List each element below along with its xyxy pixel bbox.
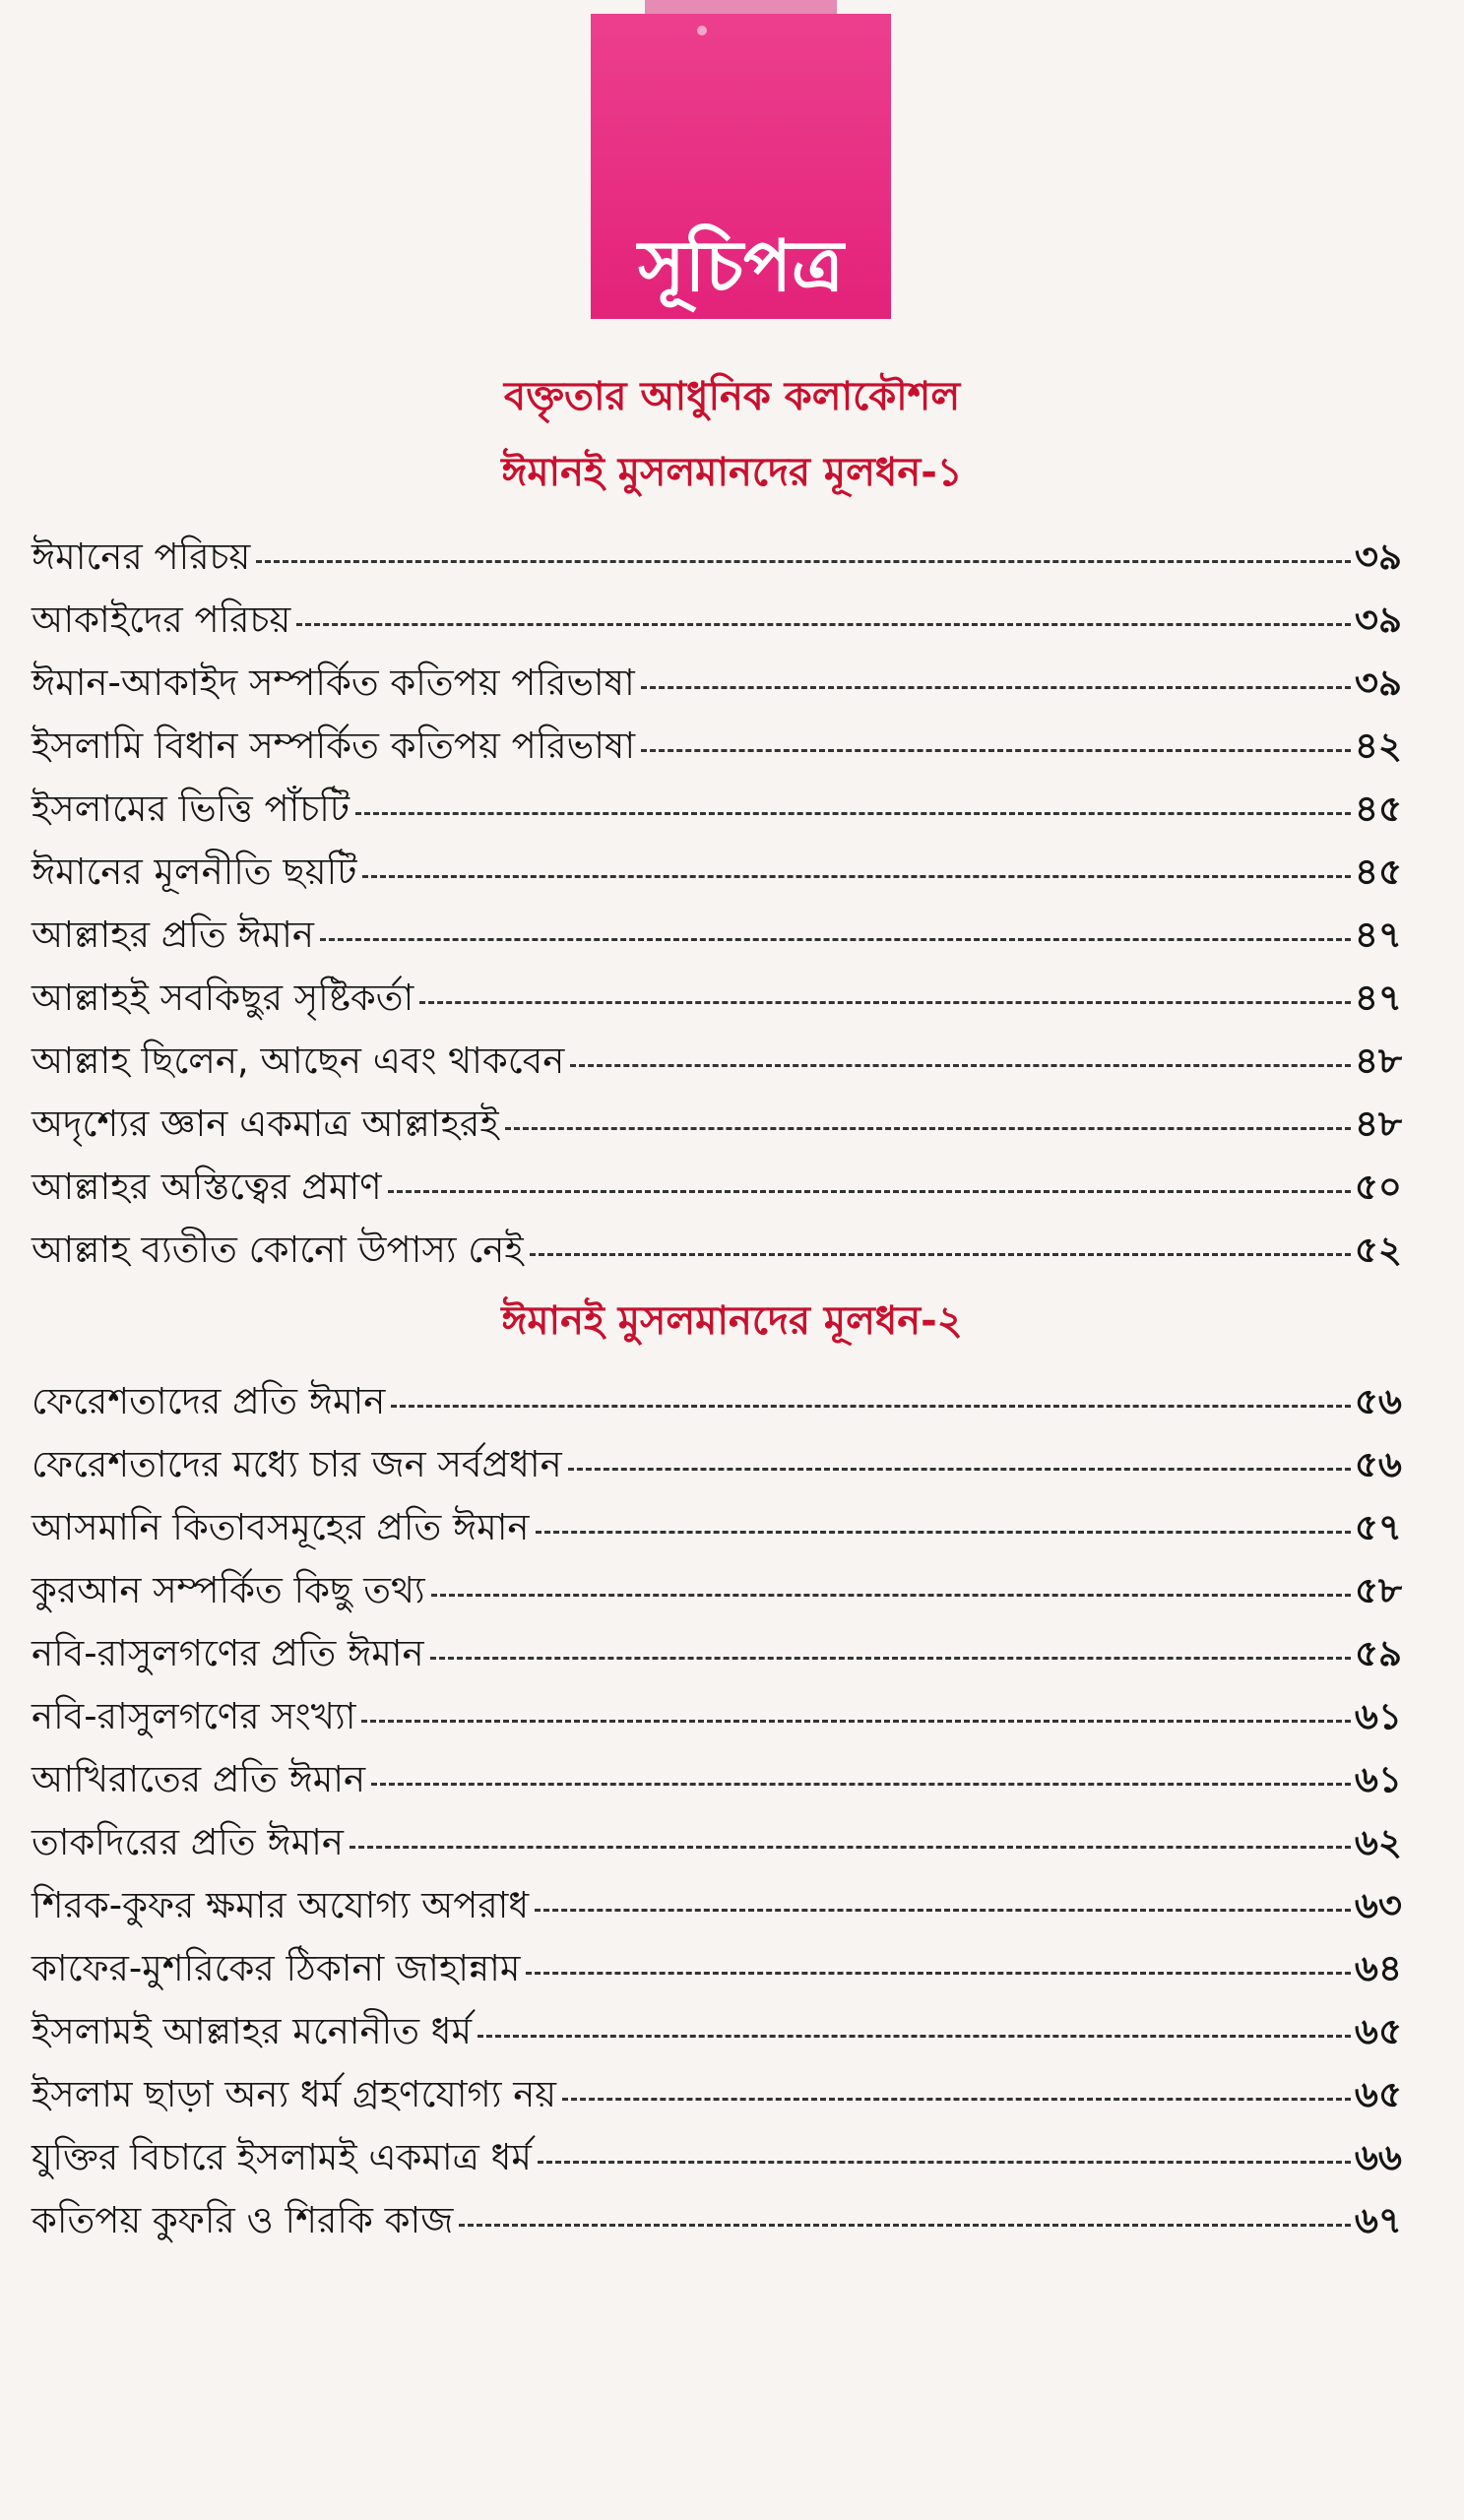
dot-leader <box>371 1783 1351 1786</box>
toc-entry-title: ইসলামের ভিত্তি পাঁচটি <box>32 788 350 830</box>
toc-entry-page: ৪৭ <box>1354 914 1402 956</box>
toc-entry-page: ৬১ <box>1354 1695 1402 1737</box>
toc-entry-title: কাফের-মুশরিকের ঠিকানা জাহান্নাম <box>32 1947 521 1989</box>
toc-entry-page: ৫০ <box>1354 1166 1402 1208</box>
toc-entry-title: যুক্তির বিচারে ইসলামই একমাত্র ধর্ম <box>32 2136 532 2178</box>
toc-entry-page: ৬৬ <box>1354 2136 1402 2178</box>
dot-leader <box>431 1594 1351 1597</box>
toc-entry-page: ৪২ <box>1354 724 1402 767</box>
toc-entry-page: ৩৯ <box>1354 536 1402 578</box>
toc-entry-page: ৫৭ <box>1354 1506 1402 1548</box>
dot-leader <box>641 686 1351 689</box>
toc-entry[interactable] <box>32 2049 1402 2115</box>
page-title: সূচিপত্র <box>638 223 844 307</box>
toc-entry-page: ৬১ <box>1354 1758 1402 1800</box>
toc-entry-title: আসমানি কিতাবসমূহের প্রতি ঈমান <box>32 1506 530 1548</box>
toc-entry[interactable] <box>32 1671 1402 1737</box>
toc-entry-title: আকাইদের পরিচয় <box>32 598 291 641</box>
dot-leader <box>320 938 1351 941</box>
banner-dot <box>697 26 707 35</box>
toc-entry-page: ৫৮ <box>1354 1569 1402 1611</box>
dot-leader <box>526 1972 1351 1975</box>
section-heading-2: ঈমানই মুসলমানদের মূলধন-২ <box>501 1298 963 1344</box>
toc-entry-page: ৬৭ <box>1354 2199 1402 2241</box>
toc-entry[interactable] <box>32 1079 1402 1145</box>
toc-entry-title: নবি-রাসুলগণের প্রতি ঈমান <box>32 1632 424 1674</box>
dot-leader <box>361 1720 1350 1723</box>
toc-entry[interactable] <box>32 764 1402 830</box>
toc-entry-title: কুরআন সম্পর্কিত কিছু তথ্য <box>32 1569 425 1611</box>
toc-entry[interactable] <box>32 1608 1402 1674</box>
dot-leader <box>530 1253 1351 1256</box>
dot-leader <box>568 1468 1351 1471</box>
toc-entry-page: ৪৮ <box>1354 1102 1402 1145</box>
dot-leader <box>562 2098 1351 2101</box>
section-heading-1: ঈমানই মুসলমানদের মূলধন-১ <box>501 450 963 495</box>
toc-entry-title: শিরক-কুফর ক্ষমার অযোগ্য অপরাধ <box>32 1884 530 1926</box>
toc-entry[interactable] <box>32 1016 1402 1082</box>
dot-leader <box>430 1657 1351 1660</box>
toc-list-1 <box>32 512 1402 1271</box>
dot-leader <box>505 1127 1351 1130</box>
toc-entry-page: ৬৩ <box>1354 1884 1402 1926</box>
toc-entry-title: ইসলাম ছাড়া অন্য ধর্ম গ্রহণযোগ্য নয় <box>32 2073 557 2115</box>
toc-entry[interactable] <box>32 1797 1402 1863</box>
toc-entry[interactable] <box>32 1482 1402 1548</box>
toc-entry-title: আল্লাহর অস্তিত্বের প্রমাণ <box>32 1166 382 1208</box>
dot-leader <box>459 2224 1351 2227</box>
toc-entry[interactable] <box>32 1419 1402 1485</box>
toc-entry-title: আল্লাহ ব্যতীত কোনো উপাস্য নেই <box>32 1228 524 1271</box>
toc-entry-title: ইসলামই আল্লাহর মনোনীত ধর্ম <box>32 2010 472 2052</box>
title-tab-top <box>645 0 837 14</box>
toc-entry-title: ঈমানের পরিচয় <box>32 536 251 578</box>
toc-entry-title: ঈমান-আকাইদ সম্পর্কিত কতিপয় পরিভাষা <box>32 662 635 704</box>
title-banner <box>591 14 891 319</box>
toc-entry-page: ৬৫ <box>1354 2073 1402 2115</box>
toc-entry-page: ৫৬ <box>1354 1380 1402 1422</box>
dot-leader <box>641 749 1351 752</box>
toc-entry-page: ৫২ <box>1354 1228 1402 1271</box>
toc-entry[interactable] <box>32 1545 1402 1611</box>
toc-entry-title: ফেরেশতাদের মধ্যে চার জন সর্বপ্রধান <box>32 1443 562 1485</box>
dot-leader <box>538 2161 1351 2164</box>
toc-entry-page: ৪৫ <box>1354 850 1402 893</box>
toc-entry-page: ৪৮ <box>1354 1040 1402 1082</box>
toc-entry-page: ৬৫ <box>1354 2010 1402 2052</box>
toc-entry-page: ৩৯ <box>1354 598 1402 641</box>
toc-entry[interactable] <box>32 1986 1402 2052</box>
toc-entry[interactable] <box>32 953 1402 1019</box>
toc-list-2 <box>32 1356 1402 2241</box>
dot-leader <box>391 1405 1351 1408</box>
toc-entry-page: ৩৯ <box>1354 662 1402 704</box>
toc-entry-title: আল্লাহ ছিলেন, আছেন এবং থাকবেন <box>32 1040 565 1082</box>
toc-entry[interactable] <box>32 701 1402 767</box>
toc-entry-page: ৬৪ <box>1354 1947 1402 1989</box>
toc-entry[interactable] <box>32 575 1402 641</box>
toc-entry-title: আল্লাহই সবকিছুর সৃষ্টিকর্তা <box>32 976 414 1019</box>
toc-entry-title: নবি-রাসুলগণের সংখ্যা <box>32 1695 356 1737</box>
dot-leader <box>350 1846 1351 1849</box>
dot-leader <box>536 1531 1351 1534</box>
dot-leader <box>355 812 1351 815</box>
toc-entry[interactable] <box>32 1860 1402 1926</box>
toc-entry[interactable] <box>32 1356 1402 1422</box>
toc-entry[interactable] <box>32 2112 1402 2178</box>
toc-entry[interactable] <box>32 2175 1402 2241</box>
dot-leader <box>362 875 1351 878</box>
toc-entry[interactable] <box>32 827 1402 893</box>
toc-entry[interactable] <box>32 1734 1402 1800</box>
toc-entry-title: ঈমানের মূলনীতি ছয়টি <box>32 850 357 893</box>
toc-entry-page: ৪৭ <box>1354 976 1402 1019</box>
toc-entry-title: আখিরাতের প্রতি ঈমান <box>32 1758 366 1800</box>
toc-entry[interactable] <box>32 1205 1402 1271</box>
toc-entry[interactable] <box>32 638 1402 704</box>
toc-entry-page: ৪৫ <box>1354 788 1402 830</box>
dot-leader <box>419 1001 1351 1004</box>
toc-entry-title: ইসলামি বিধান সম্পর্কিত কতিপয় পরিভাষা <box>32 724 636 767</box>
dot-leader <box>388 1190 1351 1193</box>
toc-entry-title: কতিপয় কুফরি ও শিরকি কাজ <box>32 2199 454 2241</box>
dot-leader <box>535 1909 1351 1912</box>
dot-leader <box>570 1064 1351 1067</box>
toc-entry[interactable] <box>32 1923 1402 1989</box>
toc-entry-page: ৫৯ <box>1354 1632 1402 1674</box>
toc-entry-title: অদৃশ্যের জ্ঞান একমাত্র আল্লাহরই <box>32 1102 499 1145</box>
toc-entry-page: ৫৬ <box>1354 1443 1402 1485</box>
dot-leader <box>477 2035 1351 2038</box>
toc-entry-title: তাকদিরের প্রতি ঈমান <box>32 1821 344 1863</box>
toc-entry-title: আল্লাহর প্রতি ঈমান <box>32 914 314 956</box>
toc-entry-page: ৬২ <box>1354 1821 1402 1863</box>
toc-entry[interactable] <box>32 1142 1402 1208</box>
toc-entry[interactable] <box>32 890 1402 956</box>
toc-entry[interactable] <box>32 512 1402 578</box>
dot-leader <box>256 560 1351 563</box>
book-title: বক্তৃতার আধুনিক কলাকৌশল <box>503 374 961 419</box>
toc-entry-title: ফেরেশতাদের প্রতি ঈমান <box>32 1380 386 1422</box>
dot-leader <box>296 623 1351 626</box>
